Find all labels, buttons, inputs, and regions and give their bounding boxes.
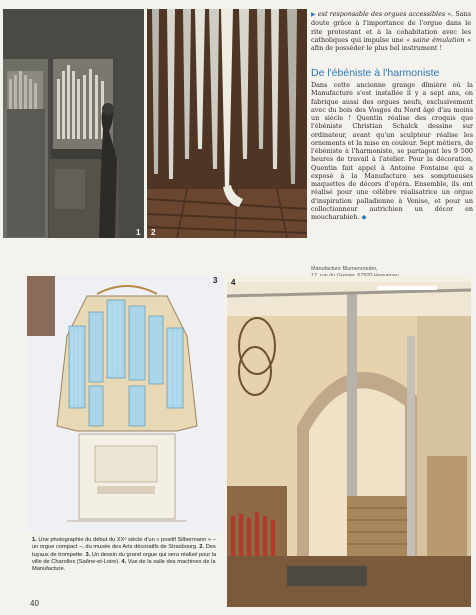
photo-number-3: 3: [213, 276, 218, 285]
photo-organ-drawing: [27, 276, 224, 531]
intro-italic-start: est responsable des orgues accessibles: [317, 10, 446, 18]
intro-italic-quote: « saine émulation »: [406, 35, 471, 44]
photo-number-4: 4: [231, 278, 236, 287]
photo-number-2: 2: [151, 228, 156, 237]
page-number: 40: [30, 599, 39, 608]
intro-text-end: afin de posséder le plus bel instrument !: [311, 44, 443, 53]
section-body-text: Dans cette ancienne grange dîmière où la Manufacture s'est installée il y a sept ans, on fabrique aussi des orgues neufs, exclusivement avec du bois des Vosges du Nord âgé d'au moins un siècle ! Quentin réalise des croquis que l'ébéniste Christian Schalck dessine sur ordinateur, avant qu'un sculpteur réalise les ornements et la mise en couleur. Sept métiers, de l'ébéniste à l'harmoniste, se partagent les 9 500 heures de travail à l'atelier. Pour la décoration, Quentin fait appel à Antoine Fontaine qui a exposé à la Manufacture ses somptueuses maquettes de décors d'opéra. Ensemble, ils ont réalisé pour une célèbre réalisatrice un orgue d'inspiration palladienne à Venise, et pour un collectionneur autrichien un décor en moucharabieh.: [311, 81, 473, 221]
caption-num-3: 3.: [85, 551, 91, 558]
photo-number-1: 1: [136, 228, 141, 237]
intro-triangle-icon: ▶: [311, 11, 316, 18]
section-body: [311, 81, 473, 221]
photo-caption: [32, 537, 222, 573]
caption-text-1: Une photographie du début du XXᵉ siècle d'un « positif Silbermann » – un orgue compact –, du musée des Arts décoratifs de Strasbourg.: [32, 537, 216, 551]
caption-text-2: Des tuyaux de trompette.: [32, 544, 216, 558]
photo-machine-room: [227, 276, 471, 607]
historic-organ-image: [3, 9, 144, 238]
section-title: De l'ébéniste à l'harmoniste: [311, 67, 440, 79]
contact-name: Manufacture Blumenroeder,: [311, 266, 378, 272]
machine-room-image: [227, 276, 471, 607]
caption-text-3: Un dessin du grand orgue qui sera réalisé pour la ville de Charolles (Saône-et-Loire).: [32, 551, 217, 565]
caption-text-4: Vue de la salle des machines de la Manufacture.: [32, 558, 216, 573]
caption-num-1: 1.: [32, 537, 37, 543]
end-mark-icon: ◆: [361, 213, 367, 221]
photo-historic-organ: [3, 9, 144, 238]
trumpet-pipes-image: [147, 9, 307, 238]
intro-text: ». Sans doute grâce à l'importance de l'orgue dans le rite protestant et à la cohabitation avec les catholiques qui impulse une: [311, 10, 471, 44]
photo-trumpet-pipes: [147, 9, 307, 238]
organ-drawing-image: [27, 276, 224, 531]
caption-num-4: 4.: [121, 558, 127, 565]
intro-paragraph: [311, 10, 471, 52]
caption-num-2: 2.: [199, 544, 204, 551]
